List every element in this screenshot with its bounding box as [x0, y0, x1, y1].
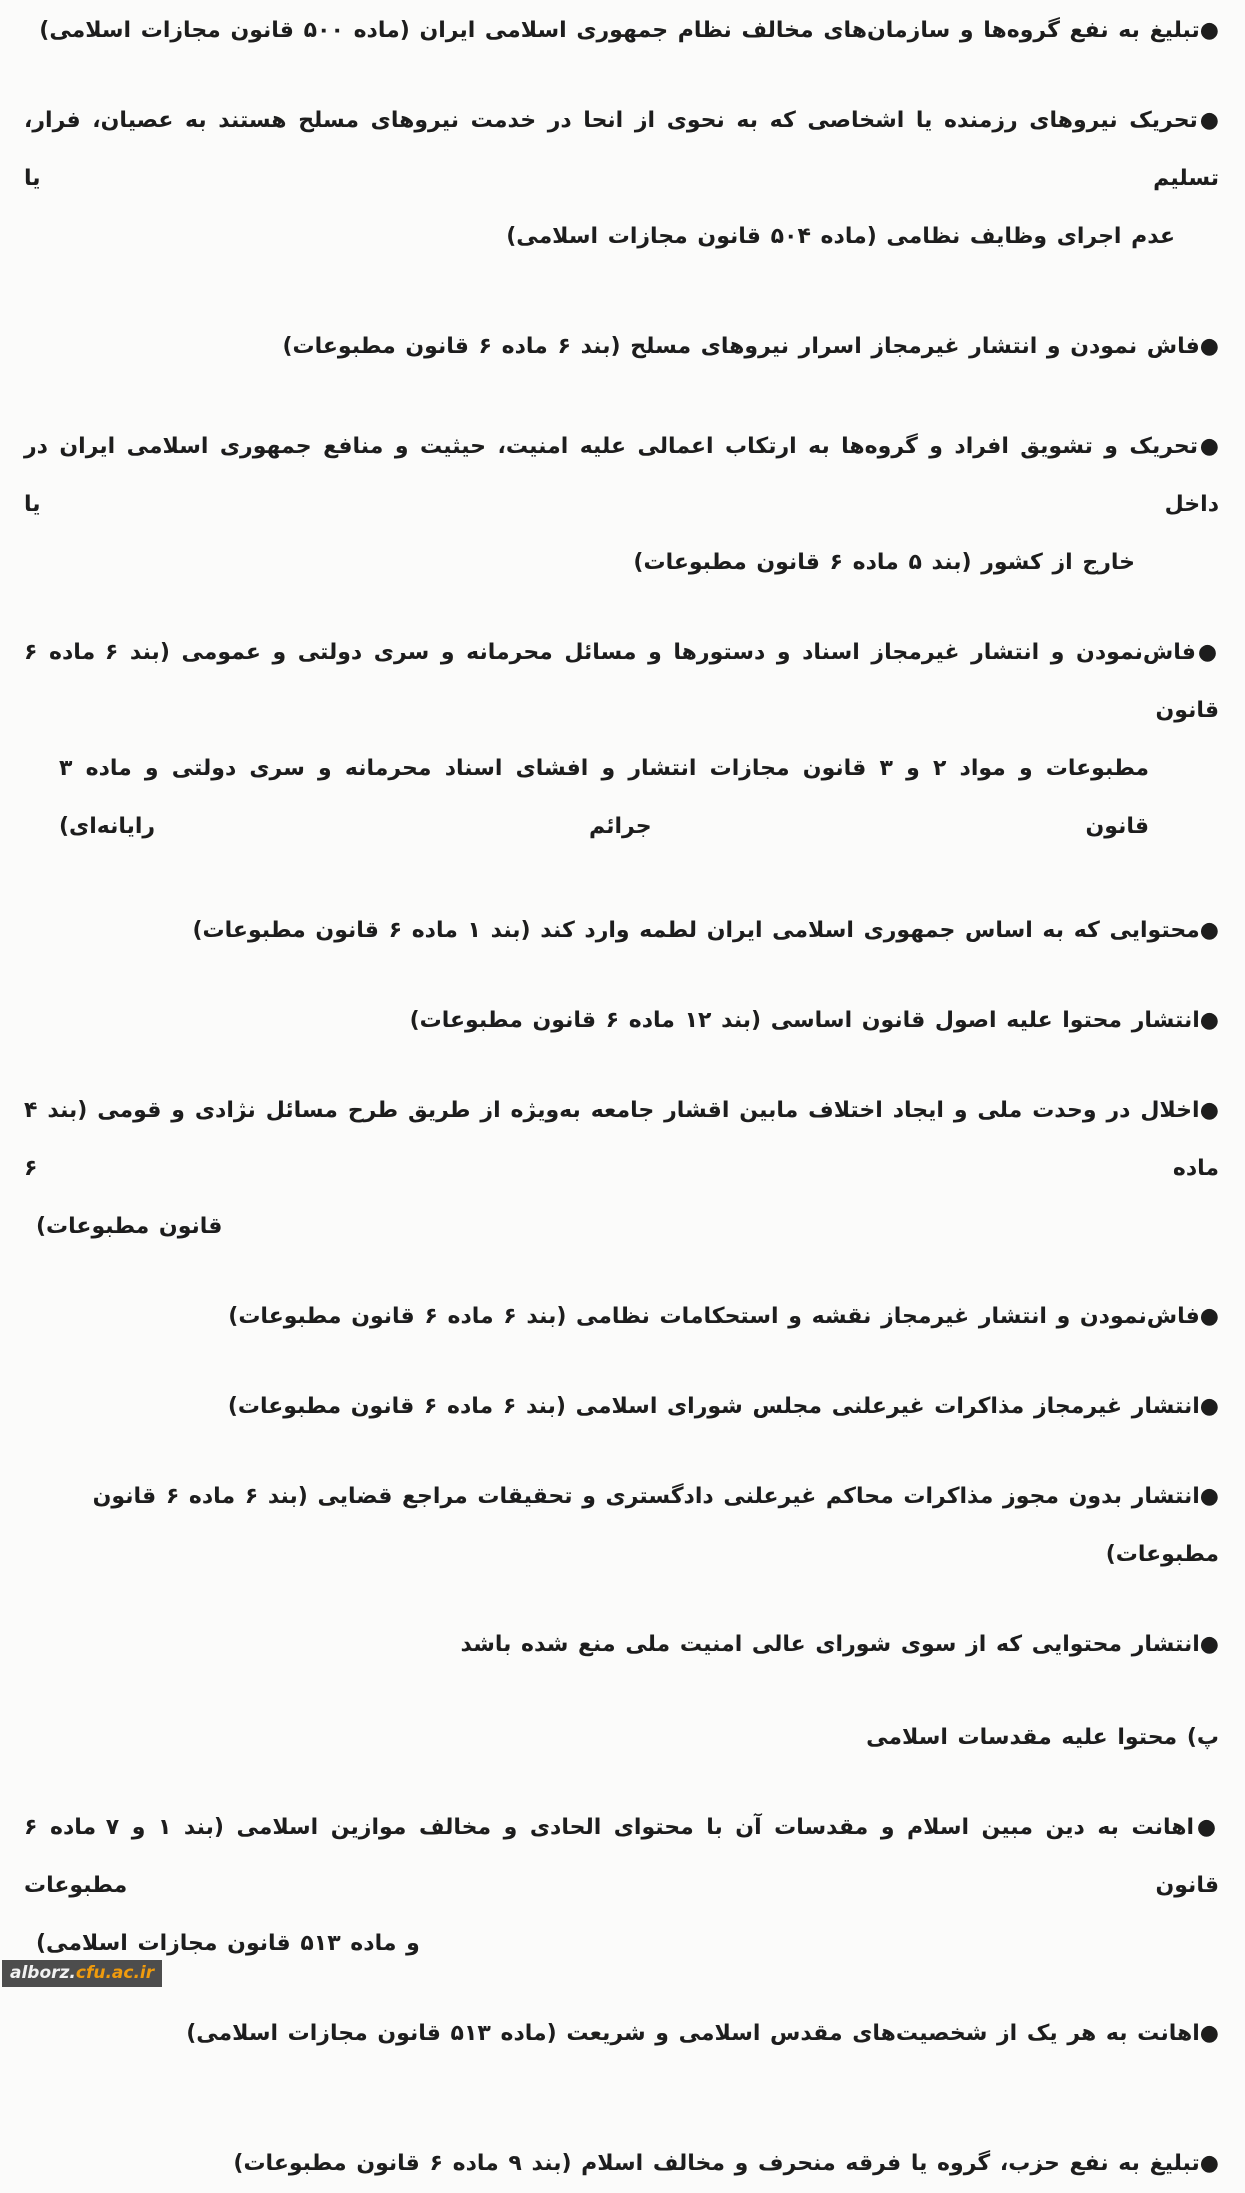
- list-item-text: عدم اجرای وظایف نظامی (ماده ۵۰۴ قانون مجازات اسلامی): [506, 224, 1175, 249]
- list-item-text: ●انتشار غیرمجاز مذاکرات غیرعلنی مجلس شورای اسلامی (بند ۶ ماده ۶ قانون مطبوعات): [227, 1394, 1219, 1419]
- list-item-text: ●فاش‌نمودن و انتشار غیرمجاز نقشه و استحکامات نظامی (بند ۶ ماده ۶ قانون مطبوعات): [228, 1304, 1219, 1329]
- list-item-text: قانون مطبوعات): [36, 1214, 223, 1239]
- list-item-text: ●تبلیغ به نفع گروه‌ها و سازمان‌های مخالف نظام جمهوری اسلامی ایران (ماده ۵۰۰ قانون مجازات اسلامی): [39, 18, 1219, 43]
- watermark-domain: cfu.ac.ir: [75, 1963, 155, 1983]
- list-item: [24, 2135, 1219, 2193]
- list-item: [24, 92, 1219, 266]
- list-item-text: ●تبلیغ به نفع حزب، گروه یا فرقه منحرف و مخالف اسلام (بند ۹ ماده ۶ قانون مطبوعات): [233, 2151, 1219, 2176]
- list-item: [24, 1616, 1219, 1674]
- list-item-text: مطبوعات و مواد ۲ و ۳ قانون مجازات انتشار و افشای اسناد محرمانه و سری دولتی و ماده ۳ قانون جرائم رایانه‌ای): [59, 756, 1150, 839]
- list-item: [24, 902, 1219, 960]
- list-item-text: خارج از کشور (بند ۵ ماده ۶ قانون مطبوعات): [633, 550, 1135, 575]
- list-item: [24, 1468, 1219, 1584]
- list-item: [24, 624, 1219, 856]
- list-item: [24, 1082, 1219, 1256]
- watermark-prefix: alborz.: [10, 1963, 76, 1983]
- list-item: [24, 2005, 1219, 2063]
- list-item-text: ●اخلال در وحدت ملی و ایجاد اختلاف مابین اقشار جامعه به‌ویژه از طریق طرح مسائل نژادی و قومی (بند ۴ ماده ۶: [24, 1098, 1219, 1181]
- list-item-text: ●تحریک و تشویق افراد و گروه‌ها به ارتکاب اعمالی علیه امنیت، حیثیت و منافع جمهوری اسلامی ایران در داخل یا: [24, 434, 1219, 517]
- list-item: [24, 992, 1219, 1050]
- section-heading-text: پ) محتوا علیه مقدسات اسلامی: [866, 1725, 1219, 1750]
- list-item-text: ●انتشار محتوا علیه اصول قانون اساسی (بند ۱۲ ماده ۶ قانون مطبوعات): [409, 1008, 1219, 1033]
- list-item-text: ●اهانت به هر یک از شخصیت‌های مقدس اسلامی و شریعت (ماده ۵۱۳ قانون مجازات اسلامی): [186, 2021, 1219, 2046]
- list-item: [24, 418, 1219, 592]
- list-item: [24, 2, 1219, 60]
- list-item-text: ●فاش نمودن و انتشار غیرمجاز اسرار نیروهای مسلح (بند ۶ ماده ۶ قانون مطبوعات): [282, 334, 1219, 359]
- list-item-text: ●محتوایی که به اساس جمهوری اسلامی ایران لطمه وارد کند (بند ۱ ماده ۶ قانون مطبوعات): [192, 918, 1219, 943]
- list-item: [24, 1799, 1219, 1973]
- section-heading: [24, 1709, 1219, 1767]
- list-item-text: ●فاش‌نمودن و انتشار غیرمجاز اسناد و دستورها و مسائل محرمانه و سری دولتی و عمومی (بند ۶ ماده ۶ قانون: [24, 640, 1219, 723]
- list-item-text: ●انتشار محتوایی که از سوی شورای عالی امنیت ملی منع شده باشد: [460, 1632, 1219, 1657]
- list-item: [24, 1378, 1219, 1436]
- watermark: [2, 1960, 162, 1987]
- list-item-text: ●انتشار بدون مجوز مذاکرات محاکم غیرعلنی دادگستری و تحقیقات مراجع قضایی (بند ۶ ماده ۶ قانون مطبوعات): [92, 1484, 1219, 1567]
- list-item-text: و ماده ۵۱۳ قانون مجازات اسلامی): [36, 1931, 420, 1956]
- list-item: [24, 318, 1219, 376]
- list-item-text: ●اهانت به دین مبین اسلام و مقدسات آن با محتوای الحادی و مخالف موازین اسلامی (بند ۱ و ۷ ماده ۶ قانون مطبوعات: [24, 1815, 1219, 1898]
- list-item: [24, 1288, 1219, 1346]
- list-item-text: ●تحریک نیروهای رزمنده یا اشخاصی که به نحوی از انحا در خدمت نیروهای مسلح هستند به عصیان، فرار، تسلیم یا: [24, 108, 1219, 191]
